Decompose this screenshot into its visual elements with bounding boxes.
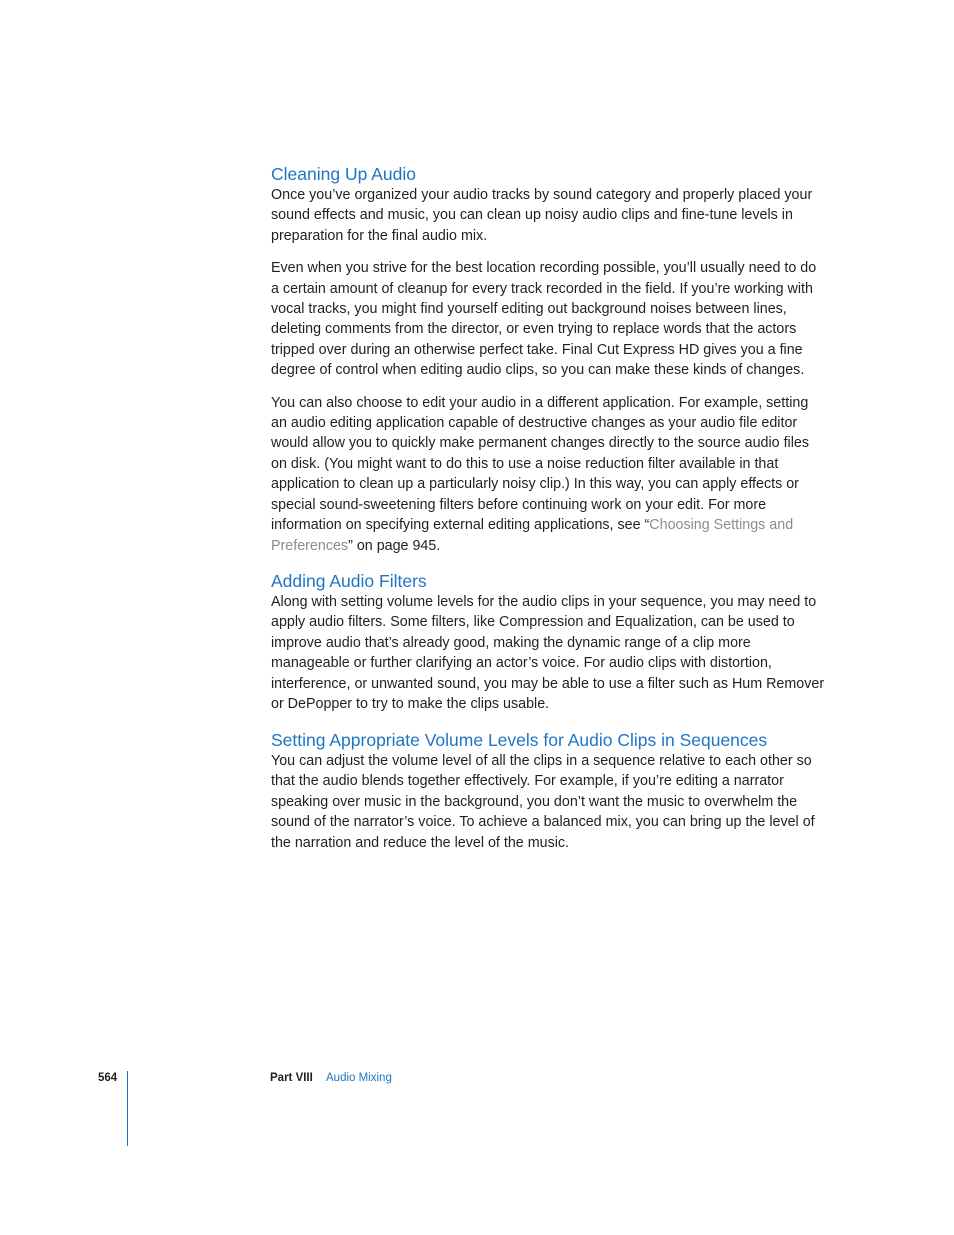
section-cleaning-up-audio — [271, 163, 827, 556]
section-adding-audio-filters — [271, 570, 827, 714]
body-paragraph — [271, 393, 827, 556]
body-paragraph: Even when you strive for the best location recording possible, you’ll usually need to do a certain amount of cleanup for every track recorded in the field. If you’re working with vocal tracks, you might find yourself editing out background noises between lines, deleting comments from the director, or even trying to replace words that the actors tripped over during an otherwise perfect take. Final Cut Express HD gives you a fine degree of control when editing audio clips, so you can make these kinds of changes. — [271, 260, 817, 379]
body-paragraph: Once you’ve organized your audio tracks by sound category and properly placed your sound effects and music, you can clean up noisy audio clips and fine-tune levels in preparation for the final audio mix. — [271, 187, 813, 244]
cross-reference-link[interactable]: Choosing Settings and Preferences — [271, 517, 794, 554]
section-setting-volume-levels — [271, 729, 827, 853]
section-heading: Adding Audio Filters — [271, 571, 427, 591]
paragraph-text: ” on page 945. — [348, 537, 441, 554]
footer-divider — [127, 1071, 128, 1146]
footer-chapter-link[interactable]: Audio Mixing — [326, 1072, 392, 1084]
page-number: 564 — [98, 1072, 118, 1084]
section-heading: Cleaning Up Audio — [271, 164, 416, 184]
section-heading: Setting Appropriate Volume Levels for Audio Clips in Sequences — [271, 730, 768, 750]
footer-part-label: Part VIII — [270, 1072, 313, 1084]
paragraph-text: You can also choose to edit your audio in a different application. For example, setting an audio editing application capable of destructive changes as your audio file editor would allow you to quickly make permanent changes directly to the source audio files on disk. (You might want to do this to use a noise reduction filter available in that application to clean up a particularly noisy clip.) In this way, you can apply effects or special sound-sweetening filters before continuing work on your edit. For more information on specifying external editing applications, see “ — [271, 394, 810, 534]
body-paragraph: Along with setting volume levels for the audio clips in your sequence, you may need to apply audio filters. Some filters, like Compression and Equalization, can be used to improve audio that’s already good, making the dynamic range of a clip more manageable or further clarifying an actor’s voice. For audio clips with distortion, interference, or unwanted sound, you may be able to use a filter such as Hum Remover or DePopper to try to make the clips usable. — [271, 594, 825, 713]
body-paragraph: You can adjust the volume level of all the clips in a sequence relative to each other so that the audio blends together effectively. For example, if you’re editing a narrator speaking over music in the background, you don’t want the music to overwhelm the sound of the narrator’s voice. To achieve a balanced mix, you can bring up the level of the narration and reduce the level of the music. — [271, 753, 815, 851]
